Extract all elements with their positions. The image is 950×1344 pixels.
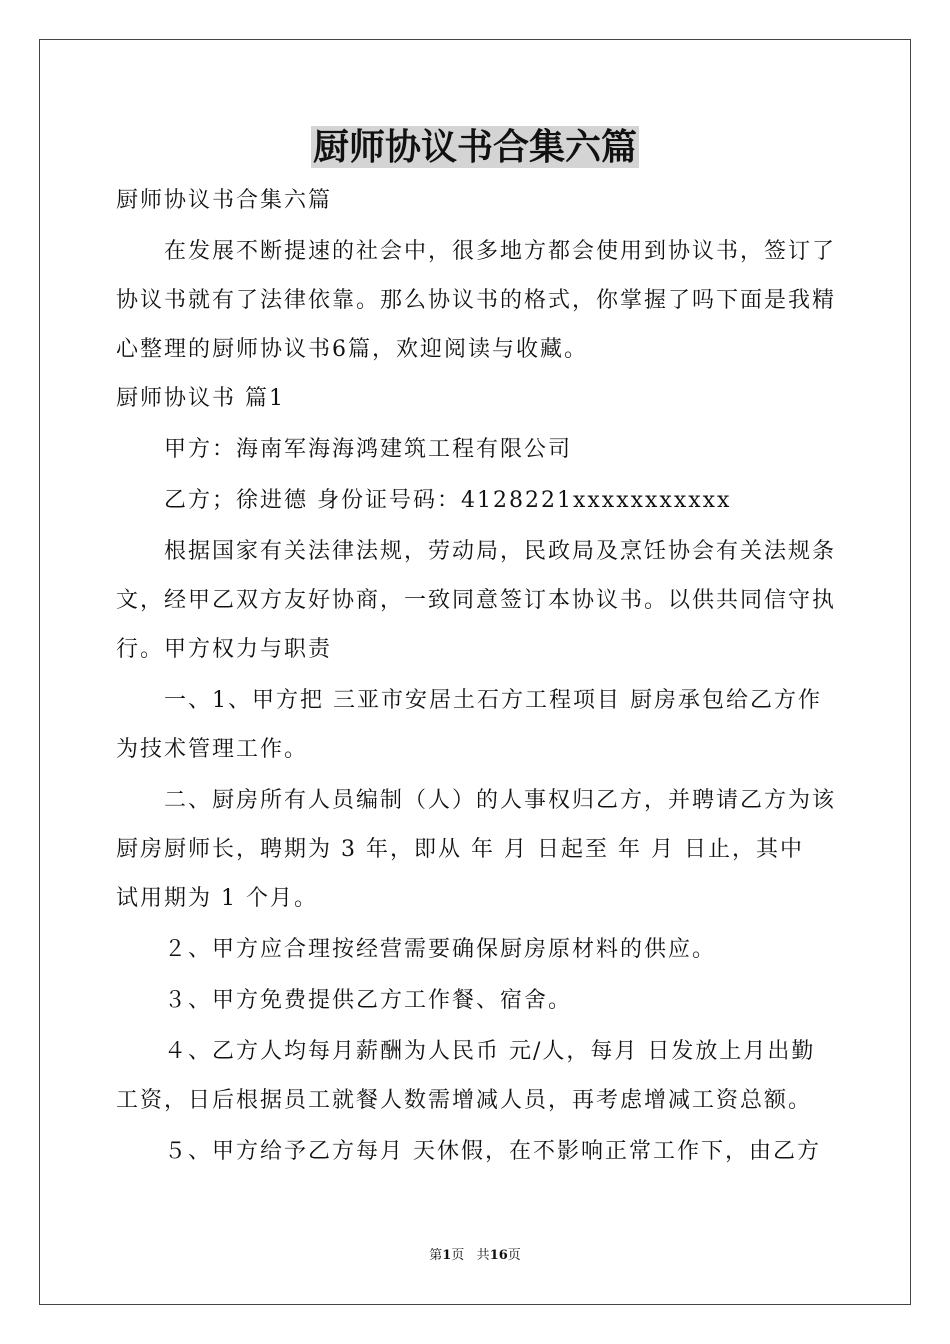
section-heading: 厨师协议书 篇1 bbox=[116, 386, 285, 411]
page-footer: 第1页 共16页 bbox=[429, 1248, 521, 1263]
total-pages: 16 bbox=[489, 1248, 508, 1263]
document-title: 厨师协议书合集六篇 bbox=[312, 126, 637, 168]
paragraph-clause-2-2: ２、甲方应合理按经营需要确保厨房原材料的供应。 bbox=[164, 937, 717, 962]
paragraph-basis: 根据国家有关法律法规，劳动局，民政局及烹饪协会有关法规条 文，经甲乙双方友好协商，一致同意签订本协议书。以供共同信守执 行。甲方权力与职责 bbox=[116, 539, 837, 662]
intro-paragraph: 在发展不断提速的社会中，很多地方都会使用到协议书，签订了 协议书就有了法律依靠。那么协议书的格式，你掌握了吗下面是我精 心整理的厨师协议书6篇，欢迎阅读与收藏。 bbox=[116, 239, 837, 362]
paragraph-clause-1: 一、1、甲方把 三亚市安居土石方工程项目 厨房承包给乙方作 为技术管理工作。 bbox=[116, 688, 822, 762]
party-b: 乙方；徐进德 身份证号码：4128221xxxxxxxxxxx bbox=[164, 488, 732, 513]
paragraph-clause-2-5: ５、甲方给予乙方每月 天休假，在不影响正常工作下，由乙方 bbox=[164, 1139, 821, 1164]
page-number: 1 bbox=[442, 1248, 452, 1263]
document-body bbox=[116, 176, 836, 1176]
document-subtitle: 厨师协议书合集六篇 bbox=[116, 188, 333, 213]
party-a: 甲方：海南军海海鸿建筑工程有限公司 bbox=[164, 437, 573, 462]
paragraph-clause-2-4: ４、乙方人均每月薪酬为人民币 元/人，每月 日发放上月出勤 工资，日后根据员工就餐人数需增减人员，再考虑增减工资总额。 bbox=[116, 1039, 816, 1113]
paragraph-clause-2: 二、厨房所有人员编制（人）的人事权归乙方，并聘请乙方为该 厨房厨师长，聘期为 3 年，即从 年 月 日起至 年 月 日止，其中 试用期为 1 个月。 bbox=[116, 788, 837, 911]
paragraph-clause-2-3: ３、甲方免费提供乙方工作餐、宿舍。 bbox=[164, 988, 573, 1013]
